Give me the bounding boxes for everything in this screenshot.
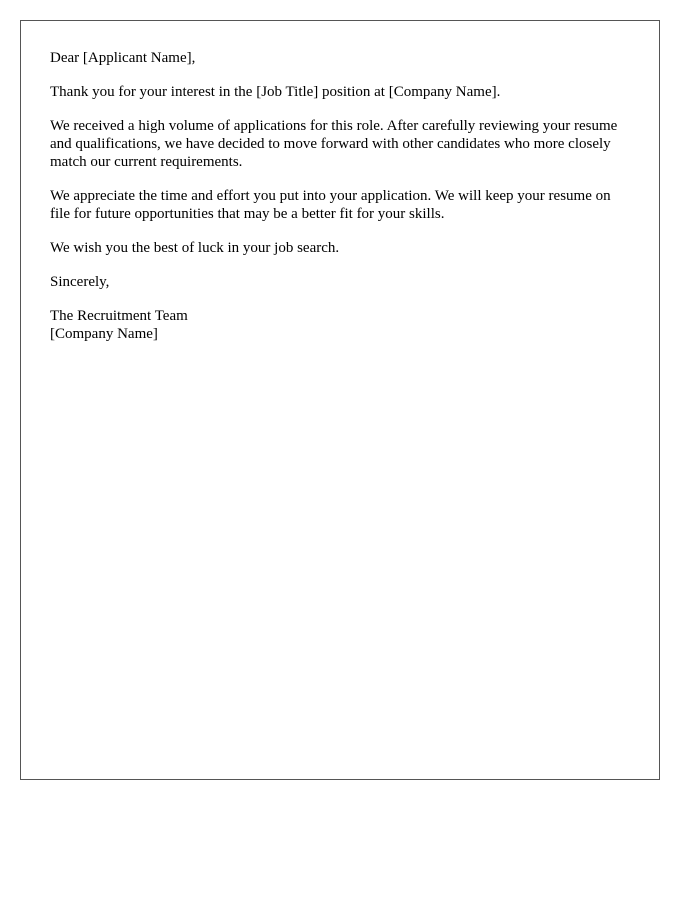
letter-paragraph-intro: Thank you for your interest in the [Job Title] position at [Company Name]. (50, 84, 501, 100)
letter-paragraph-wishes: We wish you the best of luck in your job search. (50, 240, 340, 256)
letter-salutation: Dear [Applicant Name], (50, 50, 196, 66)
letter-paragraph-decision: We received a high volume of applications for this role. After carefully reviewing your resume and qualifications, we have decided to move forward with other candidates who more closely match our current requirements. (50, 118, 618, 170)
letter-signature (50, 307, 630, 343)
letter-container (20, 20, 660, 780)
letter-paragraph-appreciation: We appreciate the time and effort you put into your application. We will keep your resume on file for future opportunities that may be a better fit for your skills. (50, 188, 611, 222)
letter-closing: Sincerely, (50, 274, 110, 290)
signature-team: The Recruitment Team (50, 308, 188, 324)
signature-company: [Company Name] (50, 326, 158, 342)
